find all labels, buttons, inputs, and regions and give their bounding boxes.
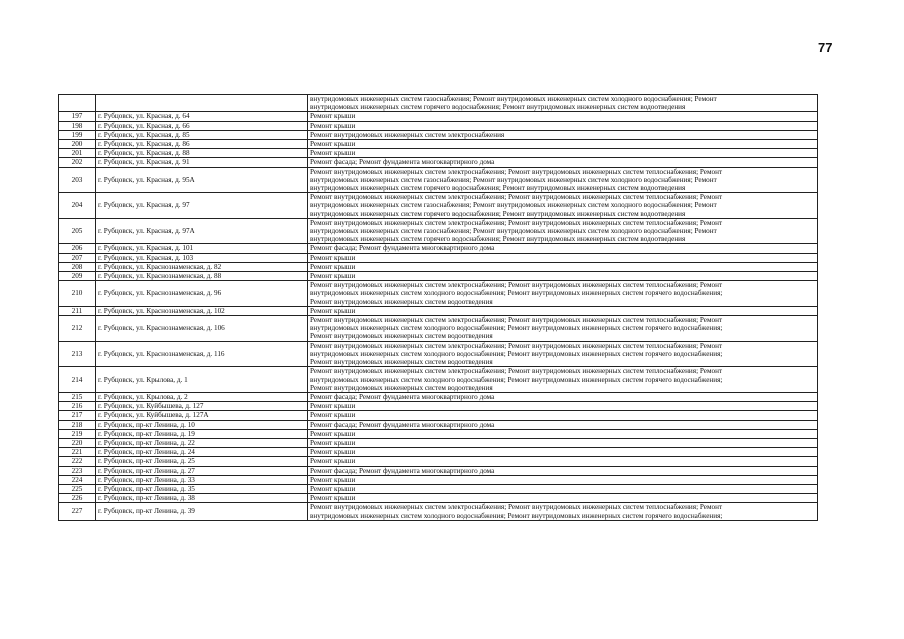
works-line: внутридомовых инженерных систем холодного водоснабжения; Ремонт внутридомовых инженерных систем горячего водоснабжения;	[310, 375, 723, 384]
table-row	[59, 140, 818, 149]
address-cell: г. Рубцовск, пр-кт Ленина, д. 22	[96, 438, 308, 447]
row-number-cell: 214	[59, 367, 96, 393]
address-cell: г. Рубцовск, ул. Красная, д. 66	[96, 121, 308, 130]
works-cell	[308, 420, 818, 429]
table-row	[59, 494, 818, 503]
works-line: Ремонт крыши	[310, 457, 356, 466]
works-cell	[308, 262, 818, 271]
works-cell	[308, 341, 818, 367]
row-number-cell: 220	[59, 438, 96, 447]
works-cell	[308, 244, 818, 253]
table-body	[59, 95, 818, 521]
row-number-cell: 202	[59, 158, 96, 167]
table-row	[59, 253, 818, 262]
works-cell	[308, 272, 818, 281]
table-row	[59, 167, 818, 193]
table-row	[59, 281, 818, 307]
works-line: Ремонт крыши	[310, 272, 356, 281]
row-number-cell: 198	[59, 121, 96, 130]
works-cell	[308, 392, 818, 401]
address-cell: г. Рубцовск, ул. Краснознаменская, д. 88	[96, 272, 308, 281]
row-number-cell: 222	[59, 457, 96, 466]
works-line: Ремонт фасада; Ремонт фундамента многоквартирного дома	[310, 420, 495, 429]
works-line: Ремонт внутридомовых инженерных систем водоотведения	[310, 332, 493, 341]
address-cell: г. Рубцовск, пр-кт Ленина, д. 24	[96, 448, 308, 457]
row-number-cell: 218	[59, 420, 96, 429]
works-line: Ремонт крыши	[310, 262, 356, 271]
table-row	[59, 193, 818, 219]
address-cell	[96, 95, 308, 112]
row-number-cell: 224	[59, 475, 96, 484]
row-number-cell: 199	[59, 130, 96, 139]
works-line: внутридомовых инженерных систем холодного водоснабжения; Ремонт внутридомовых инженерных систем горячего водоснабжения;	[310, 324, 723, 333]
works-cell	[308, 457, 818, 466]
works-line: внутридомовых инженерных систем газоснабжения; Ремонт внутридомовых инженерных систем холодного водоснабжения; Ремонт	[310, 95, 717, 103]
table-row	[59, 316, 818, 342]
address-cell: г. Рубцовск, ул. Красная, д. 103	[96, 253, 308, 262]
works-cell	[308, 367, 818, 393]
works-cell	[308, 112, 818, 121]
works-cell	[308, 402, 818, 411]
row-number-cell: 208	[59, 262, 96, 271]
row-number-cell: 227	[59, 503, 96, 520]
works-line: Ремонт крыши	[310, 402, 356, 411]
table-row	[59, 438, 818, 447]
table-row	[59, 306, 818, 315]
row-number-cell	[59, 95, 96, 112]
works-cell	[308, 121, 818, 130]
table-row	[59, 475, 818, 484]
works-line: Ремонт крыши	[310, 140, 356, 149]
table-row	[59, 420, 818, 429]
works-cell	[308, 140, 818, 149]
address-cell: г. Рубцовск, ул. Краснознаменская, д. 116	[96, 341, 308, 367]
works-line: Ремонт фасада; Ремонт фундамента многоквартирного дома	[310, 158, 495, 167]
works-line: внутридомовых инженерных систем газоснабжения; Ремонт внутридомовых инженерных систем холодного водоснабжения; Ремонт	[310, 201, 717, 210]
address-cell: г. Рубцовск, ул. Красная, д. 101	[96, 244, 308, 253]
row-number-cell: 211	[59, 306, 96, 315]
works-line: Ремонт внутридомовых инженерных систем электроснабжения; Ремонт внутридомовых инженерных систем теплоснабжения; Ремонт	[310, 281, 723, 290]
row-number-cell: 217	[59, 411, 96, 420]
address-cell: г. Рубцовск, ул. Куйбышева, д. 127	[96, 402, 308, 411]
works-line: Ремонт внутридомовых инженерных систем электроснабжения; Ремонт внутридомовых инженерных систем теплоснабжения; Ремонт	[310, 316, 723, 325]
works-cell	[308, 484, 818, 493]
works-line: внутридомовых инженерных систем холодного водоснабжения; Ремонт внутридомовых инженерных систем горячего водоснабжения;	[310, 289, 723, 298]
works-cell	[308, 494, 818, 503]
address-cell: г. Рубцовск, ул. Красная, д. 97А	[96, 218, 308, 244]
table-row	[59, 121, 818, 130]
works-cell	[308, 281, 818, 307]
works-line: Ремонт крыши	[310, 484, 356, 493]
works-line: Ремонт крыши	[310, 494, 356, 503]
works-line: внутридомовых инженерных систем горячего водоснабжения; Ремонт внутридомовых инженерных систем водоотведения	[310, 235, 686, 244]
address-cell: г. Рубцовск, пр-кт Ленина, д. 39	[96, 503, 308, 520]
works-line: Ремонт внутридомовых инженерных систем электроснабжения; Ремонт внутридомовых инженерных систем теплоснабжения; Ремонт	[310, 193, 723, 202]
address-cell: г. Рубцовск, пр-кт Ленина, д. 10	[96, 420, 308, 429]
table-row	[59, 130, 818, 139]
table-row	[59, 95, 818, 112]
works-line: Ремонт внутридомовых инженерных систем водоотведения	[310, 383, 493, 392]
row-number-cell: 207	[59, 253, 96, 262]
row-number-cell: 210	[59, 281, 96, 307]
works-line: внутридомовых инженерных систем холодного водоснабжения; Ремонт внутридомовых инженерных систем горячего водоснабжения;	[310, 349, 723, 358]
table-row	[59, 158, 818, 167]
address-cell: г. Рубцовск, ул. Красная, д. 86	[96, 140, 308, 149]
works-line: внутридомовых инженерных систем газоснабжения; Ремонт внутридомовых инженерных систем холодного водоснабжения; Ремонт	[310, 227, 717, 236]
works-line: Ремонт внутридомовых инженерных систем электроснабжения; Ремонт внутридомовых инженерных систем теплоснабжения; Ремонт	[310, 341, 723, 350]
works-line: внутридомовых инженерных систем горячего водоснабжения; Ремонт внутридомовых инженерных систем водоотведения	[310, 184, 686, 193]
works-cell	[308, 448, 818, 457]
works-cell	[308, 438, 818, 447]
works-cell	[308, 316, 818, 342]
table-row	[59, 503, 818, 520]
page-number: 77	[818, 40, 833, 55]
address-cell: г. Рубцовск, ул. Красная, д. 64	[96, 112, 308, 121]
works-cell	[308, 306, 818, 315]
address-cell: г. Рубцовск, ул. Красная, д. 88	[96, 149, 308, 158]
table-row	[59, 484, 818, 493]
address-cell: г. Рубцовск, пр-кт Ленина, д. 19	[96, 429, 308, 438]
works-line: Ремонт внутридомовых инженерных систем электроснабжения	[310, 130, 505, 139]
works-cell	[308, 158, 818, 167]
row-number-cell: 204	[59, 193, 96, 219]
row-number-cell: 223	[59, 466, 96, 475]
works-line: Ремонт крыши	[310, 448, 356, 457]
table-row	[59, 367, 818, 393]
address-cell: г. Рубцовск, ул. Куйбышева, д. 127А	[96, 411, 308, 420]
row-number-cell: 212	[59, 316, 96, 342]
works-cell	[308, 218, 818, 244]
row-number-cell: 203	[59, 167, 96, 193]
works-line: Ремонт крыши	[310, 475, 356, 484]
row-number-cell: 225	[59, 484, 96, 493]
table-row	[59, 392, 818, 401]
address-cell: г. Рубцовск, ул. Краснознаменская, д. 82	[96, 262, 308, 271]
row-number-cell: 216	[59, 402, 96, 411]
row-number-cell: 209	[59, 272, 96, 281]
works-cell	[308, 429, 818, 438]
works-line: Ремонт внутридомовых инженерных систем водоотведения	[310, 358, 493, 367]
table-row	[59, 218, 818, 244]
works-line: Ремонт крыши	[310, 411, 356, 420]
row-number-cell: 201	[59, 149, 96, 158]
address-cell: г. Рубцовск, ул. Краснознаменская, д. 106	[96, 316, 308, 342]
works-line: Ремонт фасада; Ремонт фундамента многоквартирного дома	[310, 392, 495, 401]
works-line: Ремонт внутридомовых инженерных систем электроснабжения; Ремонт внутридомовых инженерных систем теплоснабжения; Ремонт	[310, 503, 723, 512]
works-line: Ремонт крыши	[310, 253, 356, 262]
row-number-cell: 221	[59, 448, 96, 457]
works-line: Ремонт внутридомовых инженерных систем электроснабжения; Ремонт внутридомовых инженерных систем теплоснабжения; Ремонт	[310, 167, 723, 176]
works-line: Ремонт фасада; Ремонт фундамента многоквартирного дома	[310, 244, 495, 253]
works-cell	[308, 475, 818, 484]
row-number-cell: 219	[59, 429, 96, 438]
address-cell: г. Рубцовск, ул. Красная, д. 97	[96, 193, 308, 219]
row-number-cell: 200	[59, 140, 96, 149]
works-line: внутридомовых инженерных систем горячего водоснабжения; Ремонт внутридомовых инженерных систем водоотведения	[310, 103, 686, 112]
table-row	[59, 272, 818, 281]
works-line: Ремонт крыши	[310, 149, 356, 158]
address-cell: г. Рубцовск, ул. Красная, д. 85	[96, 130, 308, 139]
address-cell: г. Рубцовск, ул. Крылова, д. 2	[96, 392, 308, 401]
works-line: Ремонт крыши	[310, 306, 356, 315]
row-number-cell: 215	[59, 392, 96, 401]
works-cell	[308, 95, 818, 112]
table-row	[59, 262, 818, 271]
works-cell	[308, 466, 818, 475]
address-cell: г. Рубцовск, ул. Красная, д. 95А	[96, 167, 308, 193]
works-cell	[308, 503, 818, 520]
row-number-cell: 213	[59, 341, 96, 367]
works-cell	[308, 149, 818, 158]
table-row	[59, 448, 818, 457]
works-line: Ремонт фасада; Ремонт фундамента многоквартирного дома	[310, 466, 495, 475]
address-cell: г. Рубцовск, ул. Крылова, д. 1	[96, 367, 308, 393]
works-line: Ремонт крыши	[310, 121, 356, 130]
table-row	[59, 341, 818, 367]
address-cell: г. Рубцовск, пр-кт Ленина, д. 25	[96, 457, 308, 466]
works-cell	[308, 253, 818, 262]
row-number-cell: 206	[59, 244, 96, 253]
table-row	[59, 457, 818, 466]
works-line: Ремонт крыши	[310, 429, 356, 438]
works-line: Ремонт крыши	[310, 438, 356, 447]
works-cell	[308, 193, 818, 219]
address-cell: г. Рубцовск, ул. Краснознаменская, д. 96	[96, 281, 308, 307]
table-row	[59, 402, 818, 411]
address-cell: г. Рубцовск, пр-кт Ленина, д. 33	[96, 475, 308, 484]
address-cell: г. Рубцовск, пр-кт Ленина, д. 38	[96, 494, 308, 503]
works-line: внутридомовых инженерных систем холодного водоснабжения; Ремонт внутридомовых инженерных систем горячего водоснабжения;	[310, 511, 723, 520]
row-number-cell: 197	[59, 112, 96, 121]
table-row	[59, 112, 818, 121]
row-number-cell: 205	[59, 218, 96, 244]
works-cell	[308, 167, 818, 193]
works-cell	[308, 130, 818, 139]
works-line: внутридомовых инженерных систем газоснабжения; Ремонт внутридомовых инженерных систем холодного водоснабжения; Ремонт	[310, 175, 717, 184]
works-line: Ремонт внутридомовых инженерных систем электроснабжения; Ремонт внутридомовых инженерных систем теплоснабжения; Ремонт	[310, 218, 723, 227]
works-cell	[308, 411, 818, 420]
repair-works-table	[58, 94, 818, 521]
table-row	[59, 429, 818, 438]
table-row	[59, 149, 818, 158]
table-row	[59, 466, 818, 475]
address-cell: г. Рубцовск, пр-кт Ленина, д. 35	[96, 484, 308, 493]
table-row	[59, 244, 818, 253]
works-line: Ремонт внутридомовых инженерных систем водоотведения	[310, 297, 493, 306]
table-row	[59, 411, 818, 420]
address-cell: г. Рубцовск, ул. Краснознаменская, д. 102	[96, 306, 308, 315]
address-cell: г. Рубцовск, ул. Красная, д. 91	[96, 158, 308, 167]
works-line: Ремонт крыши	[310, 112, 356, 121]
row-number-cell: 226	[59, 494, 96, 503]
works-line: внутридомовых инженерных систем горячего водоснабжения; Ремонт внутридомовых инженерных систем водоотведения	[310, 209, 686, 218]
works-line: Ремонт внутридомовых инженерных систем электроснабжения; Ремонт внутридомовых инженерных систем теплоснабжения; Ремонт	[310, 367, 723, 376]
address-cell: г. Рубцовск, пр-кт Ленина, д. 27	[96, 466, 308, 475]
